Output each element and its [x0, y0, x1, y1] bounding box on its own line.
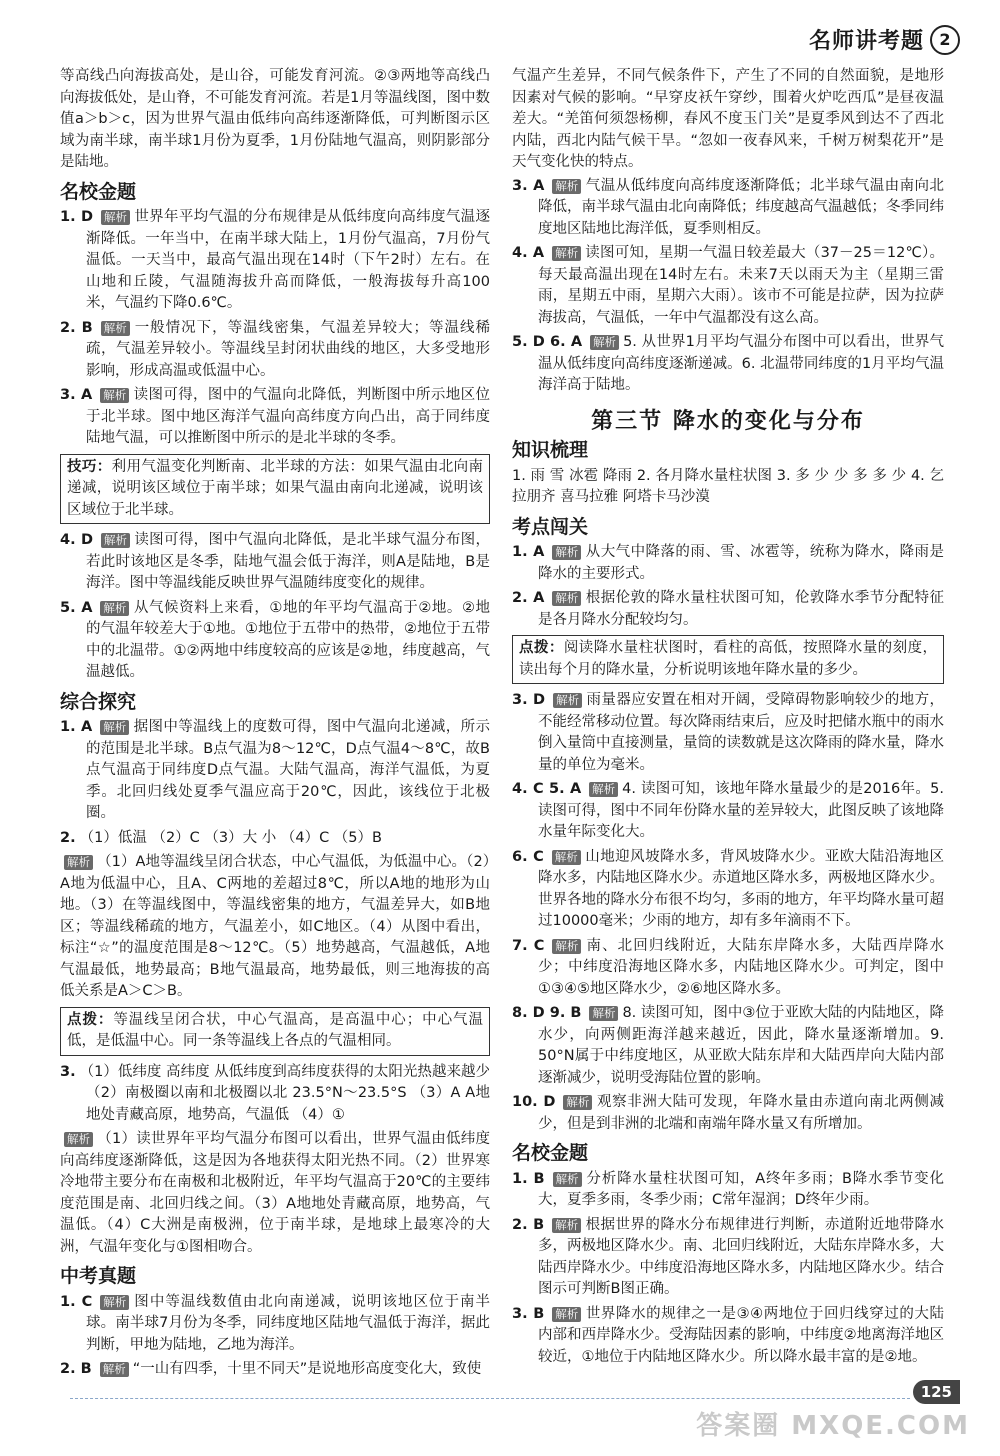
answer-item: 1. A 解析 据图中等温线上的度数可得，图中气温向北递减，所示的范围是北半球。B点气温为8～12℃，D点气温4～8℃，故B点气温高于同纬度D点气温。大陆气温高，海洋气温低，为夏季。北回归线处夏季气温应高于20℃，因此，该线位于北极圈。 — [60, 719, 490, 821]
answer-item: 6. C 解析 山地迎风坡降水多，背风坡降水少。亚欧大陆沿海地区降水多，内陆地区降水少。赤道地区降水多，两极地区降水少。世界各地的降水分布很不均匀，多雨的地方，年平均降水量可超过10000毫米；少雨的地方，却有多年滴雨不下。 — [512, 848, 944, 929]
answer-item: 1. C 解析 图中等温线数值由北向南递减，说明该地区位于南半球。南半球7月份为冬季，同纬度地区陆地气温低于海洋，据此判断，甲地为陆地，乙地为海洋。 — [60, 1293, 490, 1353]
page-number: 125 — [913, 1380, 960, 1404]
analysis-paragraph: 解析 （1）A地等温线呈闭合状态，中心气温低，为低温中心。（2）A地为低温中心，且A、C两地的差超过8℃，所以A地的地形为山地。（3）在等温线图中，等温线密集的地方，气温差异大，如B地区；等温线稀疏的地方，气温差小，如C地区。（4）从图中看出，标注“☆”的温度范围是8～12℃。（5）地势越高，气温越低，A地气温最低，地势最高；B地气温最高，地势最低，则三地海拔的高低关系是A＞C＞B。 — [60, 854, 490, 999]
analysis-tag: 解析 — [552, 246, 581, 261]
analysis-tag: 解析 — [590, 335, 619, 350]
analysis-tag: 解析 — [553, 1172, 582, 1187]
right-column — [512, 66, 944, 1371]
answer-item: 5. D 6. A 解析 5. 从世界1月平均气温分布图中可以看出，世界气温从低纬度向高纬度逐渐递减。6. 北温带同纬度的1月平均气温海洋高于陆地。 — [512, 334, 944, 393]
knowledge-summary: 1. 雨 雪 冰雹 降雨 2. 各月降水量柱状图 3. 多 少 少 多 多 少 4. 乞拉朋齐 喜马拉雅 阿塔卡马沙漠 — [512, 467, 944, 505]
answer-item: 2. B 解析 “一山有四季，十里不同天”是说地形高度变化大，致使 — [60, 1361, 482, 1377]
analysis-tag: 解析 — [553, 693, 582, 708]
section-heading: 考点闯关 — [512, 515, 589, 538]
answer-item: 10. D 解析 观察非洲大陆可发现，年降水量由赤道向南北两侧减少，但是到非洲的北端和南端年降水量又有所增加。 — [512, 1094, 944, 1132]
analysis-tag: 解析 — [100, 388, 129, 403]
answer-item: 3. A 解析 读图可得，图中的气温向北降低，判断图中所示地区位于北半球。图中地区海洋气温向高纬度方向凸出，高于同纬度陆地气温，可以推断图中所示的是北半球的冬季。 — [60, 387, 490, 446]
answer-item: 1. D 解析 世界年平均气温的分布规律是从低纬度向高纬度气温逐渐降低。一年当中，在南半球大陆上，1月份气温高，7月份气温低。一天当中，最高气温出现在14时（下午2时）左右。在山地和丘陵，气温随海拔升高而降低，一般海拔每升高100米，气温约下降0.6℃。 — [60, 209, 490, 311]
analysis-tag: 解析 — [552, 545, 581, 560]
analysis-tag: 解析 — [100, 1362, 129, 1377]
tip-box: 技巧：利用气温变化判断南、北半球的方法：如果气温由北向南递减，说明该区域位于南半球；如果气温由南向北递减，说明该区域位于北半球。 — [60, 454, 490, 525]
chapter-title: 第三节 降水的变化与分布 — [591, 408, 865, 434]
page-header — [809, 24, 960, 55]
section-heading: 综合探究 — [60, 690, 137, 713]
answer-item: 2. B 解析 根据世界的降水分布规律进行判断，赤道附近地带降水多，两极地区降水少。南、北回归线附近，大陆东岸降水多，大陆西岸降水少。中纬度沿海地区降水多，内陆地区降水少。结合图示可判断B图正确。 — [512, 1216, 944, 1297]
continued-paragraph: 气温产生差异，不同气候条件下，产生了不同的自然面貌，是地形因素对气候的影响。“早穿皮袄午穿纱，围着火炉吃西瓜”是昼夜温差大。“羌笛何须怨杨柳，春风不度玉门关”是夏季风到达不了西北内陆，西北内陆气候干旱。“忽如一夜春风来，千树万树梨花开”是天气变化快的特点。 — [512, 68, 944, 170]
answer-item: 4. A 解析 读图可知，星期一气温日较差最大（37－25＝12℃）。每天最高温出现在14时左右。未来7天以雨天为主（星期三雷雨，星期五中雨，星期六大雨）。该市不可能是拉萨，因为拉萨海拔高，气温低，一年中气温都没有这么高。 — [512, 245, 944, 326]
answer-item: 3. D 解析 雨量器应安置在相对开阔，受障碍物影响较少的地方，不能经常移动位置。每次降雨结束后，应及时把储水瓶中的雨水倒入量筒中直接测量，量筒的读数就是这次降雨的降水量，降水量的单位为毫米。 — [512, 692, 945, 773]
answer-item: 4. C 5. A 解析 4. 读图可知，该地年降水量最少的是2016年。5. 读图可得，图中不同年份降水量的差异较大，此图反映了该地降水量年际变化大。 — [512, 781, 944, 840]
answer-item: 1. B 解析 分析降水量柱状图可知，A终年多雨；B降水季节变化大，夏季多雨，冬季少雨；C常年湿润；D终年少雨。 — [512, 1170, 944, 1208]
watermark: 答案圈 MXQE.COM — [696, 1411, 970, 1441]
answer-item: 7. C 解析 南、北回归线附近，大陆东岸降水多，大陆西岸降水少；中纬度沿海地区降水多，内陆地区降水少。可判定，图中①③④⑤地区降水少，②⑥地区降水多。 — [512, 937, 944, 997]
answer-item: 8. D 9. B 解析 8. 读图可知，图中③位于亚欧大陆的内陆地区，降水少，向两侧距海洋越来越近，因此，降水量逐渐增加。9. 50°N属于中纬度地区，从亚欧大陆东岸和大陆西岸向大陆内部逐渐减少，说明受海陆位置的影响。 — [512, 1005, 944, 1086]
analysis-tag: 解析 — [101, 533, 130, 548]
analysis-paragraph: 解析 （1）读世界年平均气温分布图可以看出，世界气温由低纬度向高纬度逐渐降低，这是因为各地获得太阳光热不同。（2）世界寒冷地带主要分布在南极和北极附近，年平均气温高于20℃的主要纬度范围是南、北回归线之间。（3）A地地处青藏高原，地势高，气温低。（4）C大洲是南极洲，位于南半球，是地球上最寒冷的大洲，气温年变化与①图相吻合。 — [60, 1131, 490, 1255]
analysis-tag: 解析 — [101, 321, 130, 336]
analysis-tag: 解析 — [101, 210, 130, 225]
analysis-tag: 解析 — [552, 939, 581, 954]
analysis-tag: 解析 — [589, 1006, 618, 1021]
book-logo: 2 — [930, 25, 960, 55]
section-heading: 中考真题 — [60, 1265, 137, 1287]
answer-item: 3. （1）低纬度 高纬度 从低纬度到高纬度获得的太阳光热越来越少 （2）南极圈以南和北极圈以北 23.5°N～23.5°S （3）A A地地处青藏高原，地势高，气温低 （4）① — [60, 1063, 490, 1123]
analysis-tag: 解析 — [100, 601, 129, 616]
answer-item: 1. A 解析 从大气中降落的雨、雪、冰雹等，统称为降水，降雨是降水的主要形式。 — [512, 544, 944, 582]
analysis-tag: 解析 — [64, 1132, 93, 1147]
analysis-tag: 解析 — [100, 1295, 129, 1310]
book-title: 名师讲考题 — [808, 29, 924, 54]
answer-item: 3. A 解析 气温从低纬度向高纬度逐渐降低；北半球气温由南向北降低，南半球气温由北向南降低；纬度越高气温越低；冬季同纬度地区陆地比海洋低，夏季则相反。 — [512, 177, 944, 237]
intro-paragraph: 等高线凸向海拔高处，是山谷，可能发育河流。②③两地等高线凸向海拔低处，是山脊，不可能发育河流。若是1月等温线图，图中数值a＞b＞c，因为世界气温由低纬向高纬逐渐降低，可判断图示区域为南半球，南半球1月份为夏季，1月份陆地气温高，则阴影部分是陆地。 — [60, 68, 490, 170]
left-column — [60, 66, 490, 1384]
section-heading: 名校金题 — [512, 1142, 589, 1164]
analysis-tag: 解析 — [552, 179, 581, 194]
answer-item: 4. D 解析 读图可得，图中气温向北降低，是北半球气温分布图，若此时该地区是冬季，陆地气温会低于海洋，则A是陆地，B是海洋。图中等温线能反映世界气温随纬度变化的规律。 — [60, 532, 490, 591]
tip-box: 点拨：等温线呈闭合状，中心气温高，是高温中心；中心气温低，是低温中心。同一条等温线上各点的气温相同。 — [60, 1007, 490, 1056]
answer-item: 2. B 解析 一般情况下，等温线密集，气温差异较大；等温线稀疏，气温差异较小。等温线呈封闭状曲线的地区，大多受地形影响，形成高温或低温中心。 — [60, 319, 491, 379]
tip-box: 点拨：阅读降水量柱状图时，看柱的高低，按照降水量的刻度，读出每个月的降水量，分析说明该地年降水量的多少。 — [512, 635, 944, 684]
footer-divider — [70, 1398, 910, 1399]
analysis-tag: 解析 — [552, 850, 581, 865]
answer-item: 2. （1）低温 （2）C （3）大 小 （4）C （5）B — [60, 829, 382, 846]
answer-item: 2. A 解析 根据伦敦的降水量柱状图可知，伦敦降水季节分配特征是各月降水分配较均匀。 — [512, 590, 944, 628]
section-heading: 知识梳理 — [512, 439, 589, 461]
analysis-tag: 解析 — [552, 591, 581, 606]
answer-item: 5. A 解析 从气候资料上来看，①地的年平均气温高于②地。②地的气温年较差大于①地。①地位于五带中的热带，②地位于五带中的北温带。①②两地中纬度较高的应该是②地，纬度越高，气温越低。 — [60, 599, 490, 680]
analysis-tag: 解析 — [563, 1095, 592, 1110]
analysis-tag: 解析 — [552, 1307, 581, 1322]
section-heading: 名校金题 — [60, 180, 137, 203]
answer-item: 3. B 解析 世界降水的规律之一是③④两地位于回归线穿过的大陆内部和西岸降水少。受海陆因素的影响，中纬度②地离海洋地区较近，①地位于内陆地区降水少。所以降水最丰富的是②地。 — [512, 1305, 945, 1365]
analysis-tag: 解析 — [552, 1218, 581, 1233]
analysis-tag: 解析 — [64, 855, 93, 870]
analysis-tag: 解析 — [589, 782, 618, 797]
analysis-tag: 解析 — [100, 720, 129, 735]
